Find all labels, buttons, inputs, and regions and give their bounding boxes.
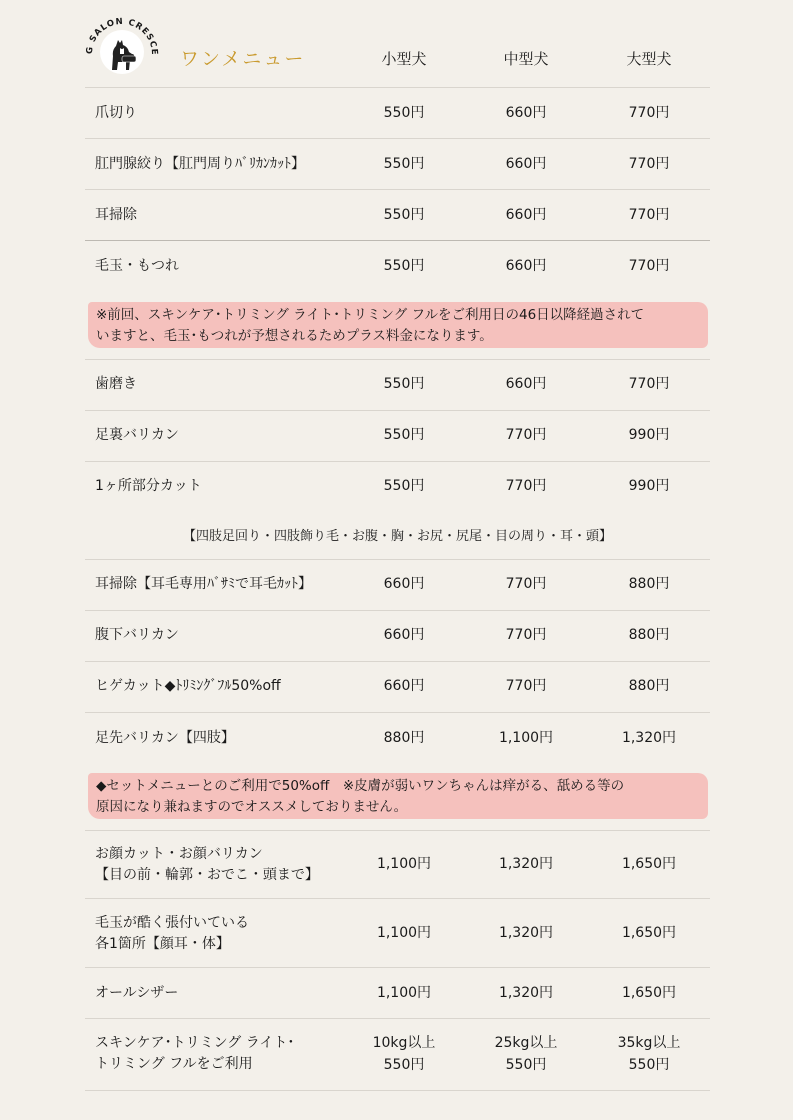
table-row [85,661,710,713]
note-line: ◆セットメニューとのご利用で50%off ※皮膚が弱いワンちゃんは痒がる、舐める等の [96,778,625,794]
price-medium: 660円 [505,105,547,121]
price-medium: 1,100円 [498,730,554,746]
column-header-small: 小型犬 [381,50,427,68]
price-medium: 660円 [505,207,547,223]
item-name: 毛玉・もつれ [95,258,179,274]
item-name: 足裏バリカン [95,427,179,443]
price-large: 990円 [628,478,670,494]
note-line: 原因になり兼ねますのでオススメしておりません。 [96,799,408,815]
price-medium: 1,320円 [498,925,554,941]
item-name-line2: 各1箇所【顔耳・体】 [95,936,230,952]
price-medium: 1,320円 [498,856,554,872]
price-small: 550円 [383,207,425,223]
item-name-line2: トリミング フルをご利用 [95,1056,253,1072]
logo-text: G SALON CRESCE [84,16,160,56]
price-medium: 770円 [505,576,547,592]
price-small: 660円 [383,627,425,643]
column-header-large: 大型犬 [626,50,672,68]
table-bottom-divider [85,1090,710,1091]
table-row [85,559,710,611]
price-large: 770円 [628,258,670,274]
price-medium: 770円 [505,627,547,643]
price-small: 550円 [383,258,425,274]
page-title: ワンメニュー [180,48,306,70]
table-row [85,461,710,513]
item-name-line1: スキンケア･トリミング ライト･ [95,1035,295,1051]
price-large: 770円 [628,156,670,172]
item-name: 爪切り [95,105,137,121]
item-name-line1: お顔カット・お顔バリカン [95,846,263,862]
price-large: 1,650円 [621,985,677,1001]
price-small: 660円 [383,576,425,592]
note-line: いますと、毛玉･もつれが予想されるためプラス料金になります。 [96,328,493,344]
table-row [85,189,710,241]
note-line: ※前回、スキンケア･トリミング ライト･トリミング フルをご利用日の46日以降経過されて [96,307,645,323]
price-medium: 770円 [505,678,547,694]
item-name: 肛門腺絞り【肛門周りﾊﾞﾘｶﾝｶｯﾄ】 [95,156,305,172]
surcharge-note [88,302,708,348]
item-name: 歯磨き [95,376,137,392]
item-name: 足先バリカン【四肢】 [95,730,235,746]
table-row [85,712,710,764]
price-small: 660円 [383,678,425,694]
price-small: 550円 [383,105,425,121]
price-small: 550円 [383,427,425,443]
price-large: 770円 [628,207,670,223]
price-large: 880円 [628,678,670,694]
price-small: 550円 [383,478,425,494]
table-row [85,967,710,1019]
item-name-line1: 毛玉が酷く張付いている [95,915,249,931]
table-row [85,359,710,411]
price-small: 880円 [383,730,425,746]
price-medium: 1,320円 [498,985,554,1001]
table-row [85,1018,710,1091]
weight-large: 35kg以上 [617,1035,681,1051]
price-small: 550円 [383,376,425,392]
table-row [85,240,710,292]
item-name: 腹下バリカン [95,627,179,643]
table-row [85,138,710,190]
item-name: 耳掃除 [95,207,137,223]
table-row [85,830,710,899]
partial-cut-areas: 【四肢足回り・四肢飾り毛・お腹・胸・お尻・尻尾・目の周り・耳・頭】 [182,529,612,544]
price-medium: 770円 [505,478,547,494]
price-large: 550円 [628,1057,670,1073]
item-name-line2: 【目の前・輪郭・おでこ・頭まで】 [95,867,319,883]
column-header-medium: 中型犬 [503,50,549,68]
price-large: 770円 [628,105,670,121]
price-large: 880円 [628,576,670,592]
table-row [85,410,710,462]
price-small: 550円 [383,1057,425,1073]
price-large: 1,650円 [621,856,677,872]
dog-salon-logo [82,10,162,90]
price-large: 990円 [628,427,670,443]
price-small: 1,100円 [376,925,432,941]
price-small: 550円 [383,156,425,172]
table-row [85,610,710,662]
price-small: 1,100円 [376,856,432,872]
price-large: 1,320円 [621,730,677,746]
price-small: 1,100円 [376,985,432,1001]
price-medium: 770円 [505,427,547,443]
price-large: 770円 [628,376,670,392]
price-large: 880円 [628,627,670,643]
price-medium: 660円 [505,376,547,392]
weight-medium: 25kg以上 [494,1035,558,1051]
price-medium: 550円 [505,1057,547,1073]
price-medium: 660円 [505,156,547,172]
item-name: 耳掃除【耳毛専用ﾊﾞｻﾐで耳毛ｶｯﾄ】 [95,576,312,592]
item-name: オールシザー [95,985,179,1001]
skin-warning-note [88,773,708,819]
price-large: 1,650円 [621,925,677,941]
weight-small: 10kg以上 [372,1035,436,1051]
item-name: ヒゲカット◆ﾄﾘﾐﾝｸﾞﾌﾙ50%off [95,678,281,694]
table-row [85,87,710,139]
price-medium: 660円 [505,258,547,274]
item-name: 1ヶ所部分カット [95,478,202,494]
table-row [85,898,710,968]
